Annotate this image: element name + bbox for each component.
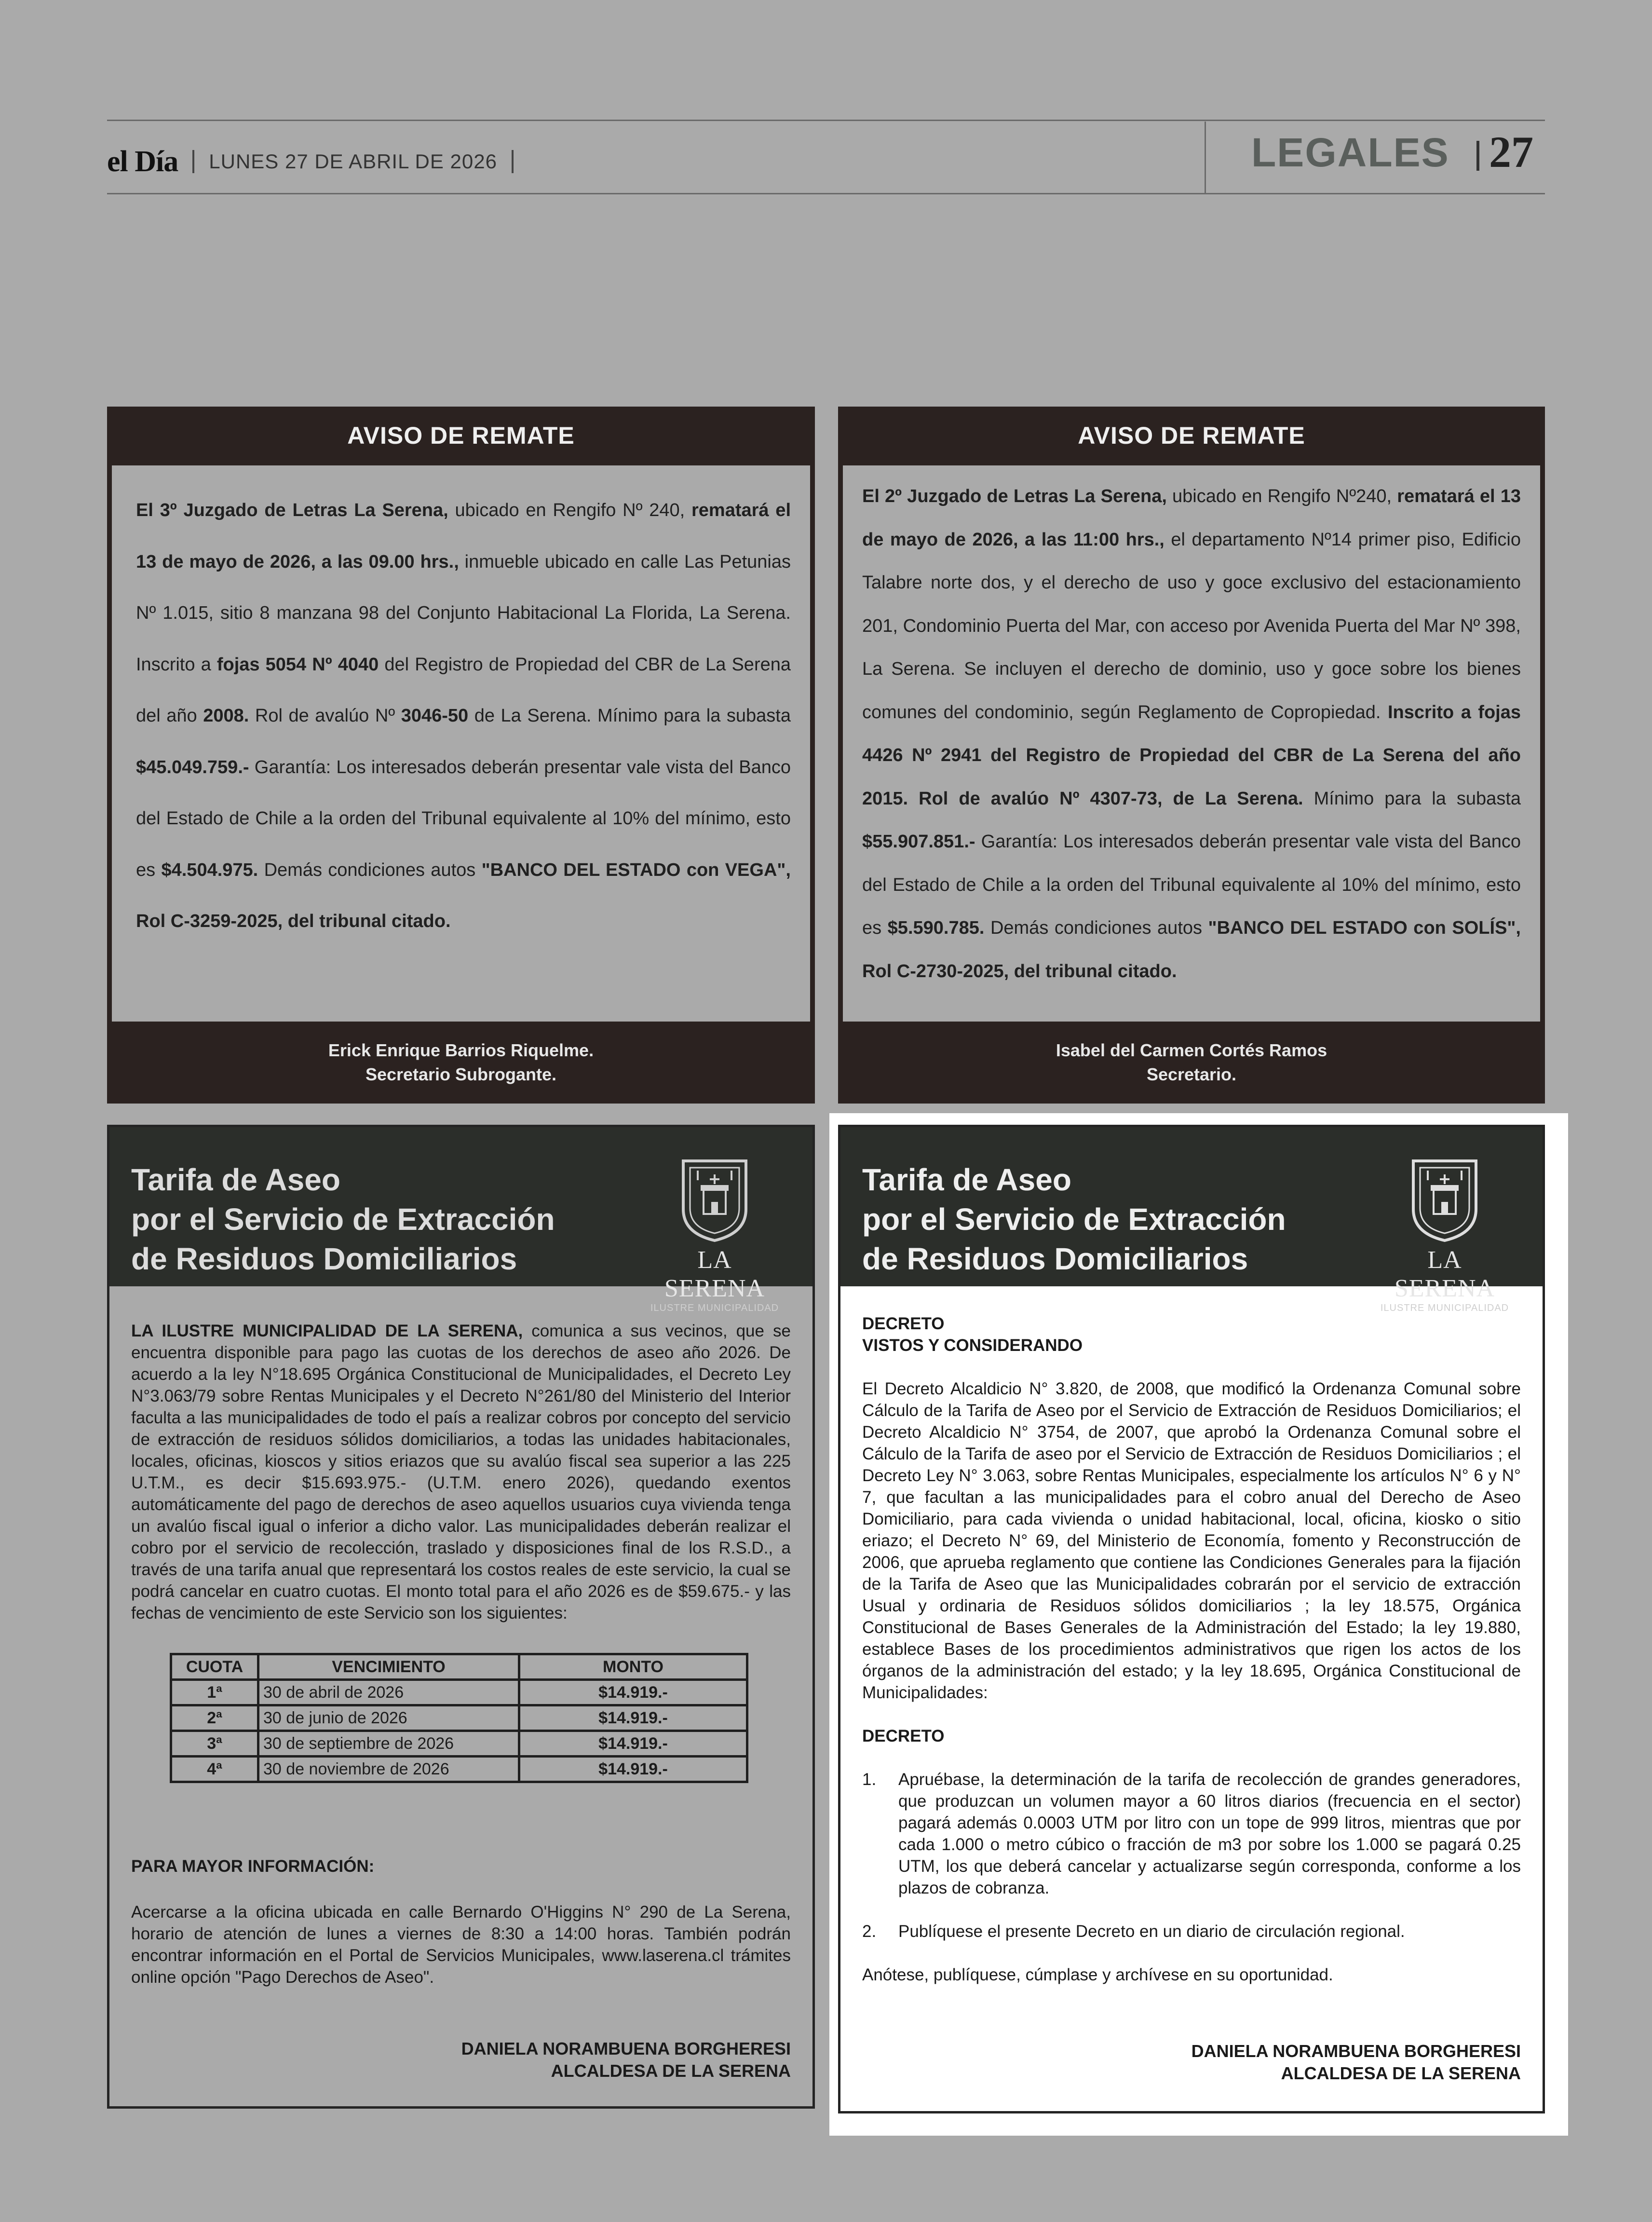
tariff-notice-1 [107, 1125, 815, 2109]
notice-signature [107, 1022, 815, 1104]
due-date: 30 de abril de 2026 [258, 1680, 519, 1705]
intro-text: comunica a sus vecinos, que se encuentra disponible para pago las cuotas de los derechos de aseo año 2026. De acuerdo a la ley N°18.695 Orgánica Constitucional de Municipalidades, el Decreto Ley N°3.063/79 sobre Rentas Municipales y el Decreto N°261/80 del Ministerio del Interior faculta a las municipalidades de todo el país a realizar cobros por concepto del servicio de extracción de residuos sólidos domiciliarios, a todas las unidades habitacionales, locales, oficinas, kioscos y sitios eriazos que su avalúo fiscal sea superior a las 225 U.T.M., es decir $15.693.975.- (U.T.M. enero 2026), quedando exentos automáticamente del pago de derechos de aseo aquellos usuarios cuya vivienda tenga un avalúo fiscal igual o inferior a dicho valor. Las municipalidades deberán realizar el cobro por el servicio de recolección, traslado y disposiciones final de los R.S.D., a través de una tarifa anual que representará los costos reales de este servicio, la cual se podrá cancelar en cuatro cuotas. El monto total para el año 2026 es de $59.675.- y las fechas de vencimiento de este Servicio son los siguientes: [131, 1322, 791, 1622]
item-number: 1. [862, 1770, 877, 1789]
notice-title: AVISO DE REMATE [1078, 422, 1305, 449]
installment-number: 2ª [171, 1705, 258, 1731]
item-number: 2. [862, 1922, 877, 1941]
case-reference: "BANCO DEL ESTADO con VEGA", Rol C-3259-2025, del tribunal citado. [136, 859, 791, 931]
decree-heading: DECRETO [862, 1314, 945, 1333]
decree-heading: DECRETO [862, 1727, 945, 1745]
installment-number: 4ª [171, 1757, 258, 1782]
text-span: Demás condiciones autos [258, 859, 482, 880]
list-item [862, 1769, 1521, 1899]
due-date: 30 de junio de 2026 [258, 1705, 519, 1731]
title-line: por el Servicio de Extracción [131, 1202, 555, 1237]
tariff-header [109, 1127, 812, 1313]
signer-role: Secretario. [1146, 1064, 1237, 1084]
notice-text [862, 475, 1521, 993]
installment-number: 3ª [171, 1731, 258, 1757]
info-heading: PARA MAYOR INFORMACIÓN: [131, 1857, 375, 1876]
text-span: Garantía: Los interesados deberán presentar vale vista del Banco del Estado de Chile a la orden del Tribunal equivalente al 10% del mínimo, esto es [862, 832, 1521, 938]
amount: $14.919.- [519, 1680, 747, 1705]
notice-body [112, 465, 810, 1022]
tariff-header [840, 1127, 1543, 1313]
tariff-notice-2 [838, 1125, 1545, 2113]
court-name: El 3º Juzgado de Letras La Serena, [136, 500, 448, 520]
due-date: 30 de noviembre de 2026 [258, 1757, 519, 1782]
notice-title: AVISO DE REMATE [347, 422, 575, 449]
auction-notice-2 [838, 407, 1545, 1104]
municipality-logo [1375, 1156, 1515, 1314]
minimum-bid: $55.907.851.- [862, 832, 975, 852]
considerations-text: El Decreto Alcaldicio N° 3.820, de 2008, que modificó la Ordenanza Comunal sobre Cálculo de la Tarifa de Aseo por el Servicio de Extracción de Residuos Domiciliarios; el Decreto Alcaldicio N° 3754, de 2007, que aprobó la Ordenanza Comunal sobre el Cálculo de la Tarifa de aseo por el Servicio de Extracción de Residuos Domiciliarios ; el Decreto Ley N° 3.063, sobre Rentas Municipales, especialmente los artículos N° 6 y N° 7, que facultan a las municipalidades para el cobro anual del Derecho de Aseo Domiciliario, para cada vivienda o unidad habitacional, local, oficina, kiosko o sitio eriazo; el Decreto N° 69, del Ministerio de Economía, fomento y Reconstrucción de 2006, que aprueba reglamento que contiene las Condiciones Generales para la fijación de la Tarifa de Aseo que las Municipalidades cobrarán por el servicio de extracción Usual y ordinaria de Residuos sólidos domiciliarios ; la ley 18.575, Orgánica Constitucional de Bases Generales de la Administración del Estado; la ley 19.880, establece Bases de los procedimientos administrativos que rigen los actos de los órganos de la administración del estado; y la ley 18.695, Orgánica Constitucional de Municipalidades: [862, 1379, 1521, 1702]
text-span: ubicado en Rengifo Nº240, [1166, 486, 1397, 506]
appraisal-roll: 3046-50 [401, 706, 469, 726]
logo-wordmark: LA SERENA [664, 1246, 765, 1302]
column-header: MONTO [519, 1654, 747, 1680]
court-name: El 2º Juzgado de Letras La Serena, [862, 486, 1167, 506]
tariff-title [862, 1160, 1286, 1279]
installments-table [170, 1653, 748, 1783]
text-span: inmueble ubicado en calle Las Petunias Nº 1.015, sitio 8 manzana 98 del Conjunto Habitacional La Florida, La Serena. Inscrito a [136, 551, 791, 675]
signer-name: Erick Enrique Barrios Riquelme. [328, 1040, 594, 1060]
text-span: ubicado en Rengifo Nº 240, [448, 500, 691, 520]
logo-subtitle: ILUSTRE MUNICIPALIDAD [650, 1303, 779, 1313]
signer-role: Secretario Subrogante. [365, 1064, 557, 1084]
municipality-logo [645, 1156, 785, 1314]
issue-date: LUNES 27 DE ABRIL DE 2026 [209, 150, 497, 173]
text-span: el departamento Nº14 primer piso, Edificio Talabre norte dos, y el derecho de uso y goce exclusivo del estacionamiento 201, Condominio Puerta del Mar, con acceso por Avenida Puerta del Mar Nº 398, La Serena. Se incluyen el derecho de dominio, uso y goce sobre los bienes comunes del condominio, según Reglamento de Copropiedad. [862, 529, 1521, 722]
text-span: Mínimo para la subasta [1303, 788, 1521, 809]
coat-of-arms-icon [678, 1156, 751, 1243]
signer-role: ALCALDESA DE LA SERENA [1281, 2063, 1521, 2083]
divider [1476, 141, 1479, 171]
registry-ref: Inscrito a fojas 4426 Nº 2941 del Registro de Propiedad del CBR de La Serena del año 2015. Rol de avalúo Nº 4307-73, de La Serena. [862, 702, 1521, 809]
signer-name: DANIELA NORAMBUENA BORGHERESI [461, 2039, 791, 2058]
registry-ref: fojas 5054 Nº 4040 [217, 654, 379, 675]
installment-number: 1ª [171, 1680, 258, 1705]
title-line: Tarifa de Aseo [862, 1162, 1071, 1197]
tariff-title [131, 1160, 555, 1279]
item-text: Apruébase, la determinación de la tarifa de recolección de grandes generadores, que produzcan un volumen mayor a 60 litros diarios (frecuencia en el sector) pagará además 0.0003 UTM por litro con un tope de 999 litros, mientras que por cada 1.000 o metro cúbico o fracción de m3 por sobre los 1.000 se pagará 0.25 UTM, los que deberá cancelar y actualizarse según corresponda, conforme a los plazos de cobranza. [898, 1770, 1521, 1897]
logo-wordmark: LA SERENA [1394, 1246, 1495, 1302]
column-header: CUOTA [171, 1654, 258, 1680]
text-span: de La Serena. Mínimo para la subasta [468, 706, 791, 726]
minimum-bid: $45.049.759.- [136, 757, 249, 777]
section-title: LEGALES [1251, 130, 1449, 175]
amount: $14.919.- [519, 1731, 747, 1757]
table-row [171, 1731, 747, 1757]
table-header-row [171, 1654, 747, 1680]
masthead [107, 140, 528, 183]
amount: $14.919.- [519, 1757, 747, 1782]
logo-subtitle: ILUSTRE MUNICIPALIDAD [1380, 1303, 1509, 1313]
title-line: de Residuos Domiciliarios [131, 1241, 517, 1276]
header-top-rule [107, 120, 1545, 121]
text-span: Garantía: Los interesados deberán presentar vale vista del Banco del Estado de Chile a la orden del Tribunal equivalente al 10% del mínimo, esto es [136, 757, 791, 880]
signer-role: ALCALDESA DE LA SERENA [551, 2061, 791, 2081]
closing-text: Anótese, publíquese, cúmplase y archívese en su oportunidad. [862, 1965, 1333, 1984]
table-row [171, 1757, 747, 1782]
info-text: Acercarse a la oficina ubicada en calle Bernardo O'Higgins N° 290 de La Serena, horario de atención de lunes a viernes de 8:30 a 14:00 horas. También podrán encontrar información en el Portal de Servicios Municipales, www.laserena.cl trámites online opción "Pago Derechos de Aseo". [131, 1903, 791, 1987]
notice-body [843, 465, 1540, 1022]
registry-year: 2008. [203, 706, 249, 726]
title-line: por el Servicio de Extracción [862, 1202, 1286, 1237]
tariff-body [862, 1313, 1521, 1986]
header-divider [1205, 122, 1206, 194]
item-text: Publíquese el presente Decreto en un diario de circulación regional. [898, 1922, 1405, 1941]
tariff-intro [131, 1320, 791, 1624]
due-date: 30 de septiembre de 2026 [258, 1731, 519, 1757]
list-item [862, 1921, 1521, 1942]
auction-notice-1 [107, 407, 815, 1104]
decree-items [862, 1769, 1521, 1942]
tariff-signature [1192, 2040, 1521, 2085]
tariff-body [131, 1320, 791, 1988]
text-span: Demás condiciones autos [984, 918, 1208, 938]
table-row [171, 1680, 747, 1705]
case-reference: "BANCO DEL ESTADO con SOLÍS", Rol C-2730-2025, del tribunal citado. [862, 918, 1521, 981]
coat-of-arms-icon [1408, 1156, 1481, 1243]
title-line: Tarifa de Aseo [131, 1162, 340, 1197]
divider [192, 150, 194, 173]
intro-lead: LA ILUSTRE MUNICIPALIDAD DE LA SERENA, [131, 1322, 523, 1340]
guarantee-amount: $5.590.785. [887, 918, 985, 938]
considerations-heading: VISTOS Y CONSIDERANDO [862, 1336, 1083, 1355]
column-header: VENCIMIENTO [258, 1654, 519, 1680]
text-span: del Registro de Propiedad del CBR de La Serena del año [136, 654, 791, 726]
auction-date: rematará el 13 de mayo de 2026, a las 09.00 hrs., [136, 500, 791, 572]
newspaper-logo: el Día [107, 145, 178, 178]
text-span: Rol de avalúo Nº [249, 706, 401, 726]
notice-text [136, 485, 791, 947]
auction-date: rematará el 13 de mayo de 2026, a las 11:00 hrs., [862, 486, 1521, 550]
divider [512, 150, 514, 173]
amount: $14.919.- [519, 1705, 747, 1731]
notice-signature [838, 1022, 1545, 1104]
signer-name: Isabel del Carmen Cortés Ramos [1056, 1040, 1327, 1060]
header-bottom-rule [107, 193, 1545, 194]
page-number: 27 [1489, 127, 1533, 177]
tariff-signature [461, 2038, 791, 2082]
title-line: de Residuos Domiciliarios [862, 1241, 1248, 1276]
table-row [171, 1705, 747, 1731]
guarantee-amount: $4.504.975. [161, 859, 258, 880]
signer-name: DANIELA NORAMBUENA BORGHERESI [1191, 2041, 1521, 2061]
